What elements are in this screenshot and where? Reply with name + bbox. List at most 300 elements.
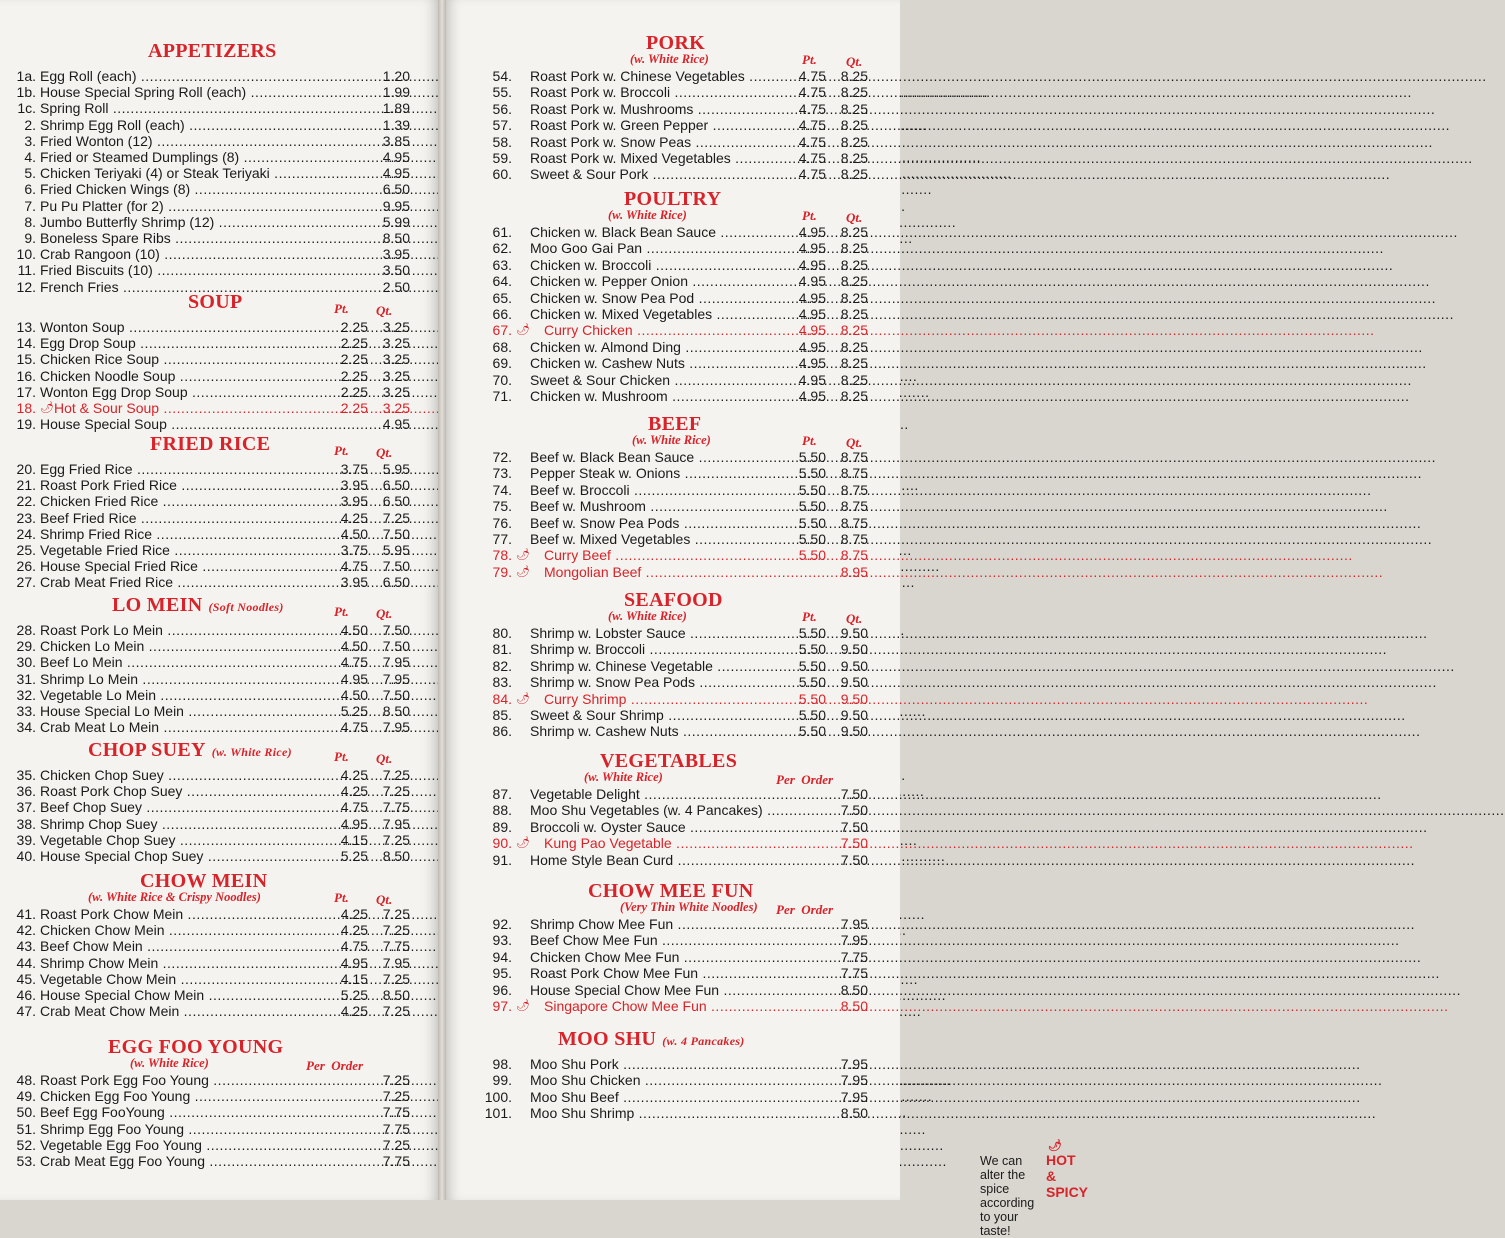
item-number: 40.	[16, 848, 36, 864]
item-price: 1.39	[382, 116, 410, 133]
menu-item	[0, 767, 438, 783]
pint-header: Pt.	[802, 609, 817, 624]
item-price-quart: 7.50	[382, 525, 410, 542]
item-price-quart: 3.25	[382, 351, 410, 368]
item-price-pint: 3.95	[340, 493, 368, 510]
item-name-leader	[40, 955, 330, 971]
menu-item	[0, 214, 438, 230]
item-number: 72.	[492, 449, 512, 465]
item-price-quart: 7.25	[382, 767, 410, 783]
section-title	[188, 291, 243, 314]
item-price-pint: 2.25	[340, 335, 368, 352]
menu-item	[446, 916, 900, 932]
item-name: Beef w. Mushroom	[530, 498, 646, 515]
item-price-quart: 8.75	[840, 465, 868, 482]
item-price: 5.99	[382, 213, 410, 230]
item-name-leader	[40, 526, 330, 542]
item-number: 18.	[16, 400, 36, 416]
item-number: 93.	[492, 932, 512, 949]
item-number: 61.	[492, 224, 512, 240]
item-name-leader	[40, 922, 330, 938]
item-number: 97.	[492, 998, 512, 1014]
item-number: 65.	[492, 289, 512, 306]
item-price-quart: 8.25	[840, 289, 868, 306]
item-price-quart: 8.25	[840, 306, 868, 322]
item-price-quart: 7.25	[382, 906, 410, 922]
item-name: Moo Shu Vegetables (w. 4 Pancakes)	[530, 802, 763, 819]
item-number: 66.	[492, 306, 512, 322]
item-name: Moo Shu Pork	[530, 1056, 619, 1072]
item-name: Shrimp w. Chinese Vegetable	[530, 657, 713, 674]
chili-pepper-icon: 🌶	[516, 549, 530, 562]
item-name-leader	[40, 574, 330, 590]
item-price-pint: 4.25	[340, 783, 368, 800]
item-price: 7.75	[382, 1120, 410, 1137]
item-price: 8.50	[840, 981, 868, 998]
item-price-quart: 8.50	[382, 703, 410, 719]
item-price: 7.50	[840, 818, 868, 835]
menu-item	[0, 477, 438, 493]
item-price-pint: 5.50	[798, 641, 826, 658]
item-price-pint: 5.50	[798, 707, 826, 723]
item-name: Broccoli w. Oyster Sauce	[530, 818, 686, 835]
item-price-quart: 7.25	[382, 1003, 410, 1020]
item-price-quart: 8.25	[840, 150, 868, 166]
item-price-quart: 8.25	[840, 338, 868, 355]
menu-item	[0, 351, 438, 367]
item-price-pint: 4.25	[340, 767, 368, 783]
menu-item	[0, 987, 438, 1003]
item-price: 8.95	[840, 563, 868, 580]
item-number: 101.	[484, 1105, 512, 1122]
item-name-leader	[40, 938, 330, 954]
item-price-quart: 8.25	[840, 371, 868, 388]
per-order-header: Per Order	[776, 772, 834, 787]
item-name: Shrimp Egg Roll (each)	[40, 116, 185, 133]
item-name: Home Style Bean Curd	[530, 851, 674, 868]
item-price: 4.95	[382, 149, 410, 165]
item-number: 41.	[16, 906, 36, 922]
item-number: 44.	[16, 954, 36, 971]
item-price: 8.50	[382, 230, 410, 246]
item-name: Chicken w. Almond Ding	[530, 338, 681, 355]
item-name-leader	[40, 1137, 374, 1153]
item-name: Sweet & Sour Chicken	[530, 371, 671, 388]
item-name: Wonton Soup	[40, 319, 125, 335]
menu-item	[446, 306, 900, 322]
item-price-pint: 5.50	[798, 657, 826, 674]
item-number: 57.	[492, 117, 512, 134]
item-name-leader	[530, 273, 789, 289]
item-price-pint: 4.75	[798, 68, 826, 84]
menu-item	[0, 1088, 438, 1104]
pint-header: Pt.	[334, 301, 349, 316]
item-name: Chicken Teriyaki (4) or Steak Teriyaki	[40, 165, 270, 182]
item-name: Beef Lo Mein	[40, 654, 123, 671]
item-price-quart: 8.25	[840, 68, 868, 84]
item-price-quart: 7.25	[382, 783, 410, 800]
item-name: Chicken Chop Suey	[40, 767, 164, 783]
item-name: Vegetable Lo Mein	[40, 686, 156, 703]
item-name: Roast Pork Chop Suey	[40, 783, 183, 800]
hot-spicy-title: HOT & SPICY	[1046, 1152, 1089, 1200]
per-order-header: Per Order	[776, 902, 834, 917]
item-number: 86.	[492, 723, 512, 740]
item-price-quart: 7.95	[382, 719, 410, 736]
item-price-quart: 3.25	[382, 400, 410, 416]
item-price-quart: 6.50	[382, 477, 410, 494]
menu-item	[0, 574, 438, 590]
item-name: Vegetable Chop Suey	[40, 831, 176, 848]
item-name: Chicken w. Pepper Onion	[530, 273, 688, 290]
item-price-quart: 7.75	[382, 938, 410, 955]
item-price: 3.50	[382, 262, 410, 279]
chili-pepper-icon: 🌶	[516, 565, 530, 578]
item-price-pint: 4.95	[798, 355, 826, 372]
item-name: Fried or Steamed Dumplings (8)	[40, 149, 240, 165]
item-name: Chicken Lo Mein	[40, 638, 145, 655]
item-number: 53.	[16, 1153, 36, 1169]
item-price-quart: 7.50	[382, 622, 410, 638]
item-name-leader	[40, 542, 330, 558]
menu-item	[0, 230, 438, 246]
item-name: House Special Soup	[40, 416, 167, 433]
item-name-leader	[40, 622, 330, 638]
menu-item	[0, 493, 438, 509]
item-name-leader	[530, 723, 789, 739]
item-price-pint: 5.50	[798, 449, 826, 465]
item-price-pint: 5.25	[340, 987, 368, 1003]
item-name-leader	[530, 819, 832, 835]
item-number: 38.	[16, 815, 36, 832]
item-number: 64.	[492, 273, 512, 290]
menu-item	[446, 166, 900, 182]
item-price-quart: 8.25	[840, 133, 868, 150]
item-price: 4.95	[382, 416, 410, 433]
item-number: 1b.	[16, 84, 36, 101]
item-name: Moo Goo Gai Pan	[530, 240, 643, 257]
item-name-leader	[40, 68, 374, 84]
item-price-pint: 5.50	[798, 674, 826, 691]
item-name-leader	[40, 117, 374, 133]
menu-item	[0, 1153, 438, 1169]
item-number: 39.	[16, 831, 36, 848]
item-number: 22.	[16, 493, 36, 510]
item-name: Shrimp w. Broccoli	[530, 641, 646, 658]
item-price-pint: 5.25	[340, 703, 368, 719]
item-name-leader	[40, 987, 330, 1003]
item-number: 21.	[16, 477, 36, 494]
item-price-pint: 4.95	[798, 388, 826, 404]
menu-item	[0, 922, 438, 938]
item-number: 28.	[16, 622, 36, 638]
page-gutter	[438, 0, 446, 1200]
item-number: 83.	[492, 674, 512, 691]
item-name-leader	[530, 306, 789, 322]
menu-item	[0, 671, 438, 687]
item-number: 94.	[492, 948, 512, 965]
item-name: Chicken Egg Foo Young	[40, 1088, 191, 1105]
menu-page-right	[446, 0, 1089, 1238]
item-number: 67.	[492, 322, 512, 339]
menu-item	[446, 482, 900, 498]
hot-spicy-legend	[1046, 1136, 1088, 1200]
section-subtitle: (w. White Rice)	[630, 52, 709, 66]
item-price-pint: 2.25	[340, 351, 368, 368]
item-name-leader	[40, 149, 374, 165]
section-subtitle: (w. White Rice & Crispy Noodles)	[88, 890, 261, 904]
item-price-pint: 4.95	[798, 338, 826, 355]
item-name-leader	[40, 384, 330, 400]
section-title-note: (w. White Rice)	[211, 745, 292, 759]
section-title	[148, 40, 277, 63]
item-price-pint: 4.50	[340, 638, 368, 655]
item-name: Beef Chow Mee Fun	[530, 932, 658, 949]
menu-item	[0, 384, 438, 400]
menu-item	[446, 273, 900, 289]
item-price: 7.95	[840, 932, 868, 949]
item-name-leader	[530, 949, 832, 965]
item-price-quart: 5.95	[382, 461, 410, 477]
item-name: Crab Rangoon (10)	[40, 246, 160, 263]
section-title	[88, 739, 292, 762]
item-price-pint: 4.95	[798, 256, 826, 273]
item-price-quart: 7.25	[382, 970, 410, 987]
item-name-leader	[530, 1105, 832, 1121]
item-price-pint: 2.25	[340, 383, 368, 400]
item-price-pint: 4.95	[340, 670, 368, 687]
item-price-quart: 8.25	[840, 273, 868, 290]
item-name: House Special Chow Mein	[40, 987, 205, 1003]
item-name: Beef Egg FooYoung	[40, 1104, 165, 1121]
item-name: Hot & Sour Soup	[54, 400, 160, 416]
item-number: 50.	[16, 1104, 36, 1121]
item-name-leader	[530, 674, 789, 690]
item-name: Roast Pork w. Snow Peas	[530, 133, 692, 150]
item-price-pint: 4.75	[340, 938, 368, 955]
item-price: 7.75	[382, 1104, 410, 1121]
item-name: Fried Chicken Wings (8)	[40, 181, 191, 198]
item-price-pint: 4.25	[340, 1003, 368, 1020]
menu-item	[0, 654, 438, 670]
item-price-quart: 8.75	[840, 498, 868, 515]
item-number: 85.	[492, 707, 512, 723]
item-price-quart: 6.50	[382, 574, 410, 591]
item-name: Roast Pork w. Mixed Vegetables	[530, 150, 731, 166]
section-title-text: PORK	[646, 32, 705, 54]
item-price-pint: 4.95	[798, 289, 826, 306]
item-number: 4.	[24, 149, 36, 165]
item-number: 19.	[16, 416, 36, 433]
section-subtitle: (w. White Rice)	[130, 1056, 209, 1070]
item-number: 100.	[484, 1088, 512, 1105]
item-name-leader	[40, 133, 374, 149]
item-price: 7.50	[840, 851, 868, 868]
item-number: 10.	[16, 246, 36, 263]
menu-item	[0, 100, 438, 116]
item-price: 7.75	[840, 965, 868, 982]
pint-header: Pt.	[334, 749, 349, 764]
menu-item	[446, 531, 900, 547]
item-name-leader	[40, 510, 330, 526]
item-name: House Special Chow Mee Fun	[530, 981, 720, 998]
section-title-text: SEAFOOD	[624, 589, 723, 611]
item-number: 42.	[16, 922, 36, 939]
item-number: 84.	[492, 690, 512, 707]
item-price-quart: 8.50	[382, 987, 410, 1003]
item-name-leader	[40, 477, 330, 493]
item-number: 62.	[492, 240, 512, 257]
menu-item	[0, 84, 438, 100]
item-name: Roast Pork Lo Mein	[40, 622, 163, 638]
item-price: 7.25	[382, 1088, 410, 1105]
item-name-leader	[530, 658, 789, 674]
item-name-leader	[530, 802, 832, 818]
item-name-leader	[40, 165, 374, 181]
item-price: 7.95	[840, 1088, 868, 1105]
item-name: House Special Lo Mein	[40, 703, 184, 719]
menu-item	[446, 852, 900, 868]
item-price-pint: 4.75	[340, 558, 368, 575]
item-price-quart: 5.95	[382, 542, 410, 558]
item-name: Pu Pu Platter (for 2)	[40, 197, 164, 214]
menu-item	[446, 1089, 900, 1105]
quart-header: Qt.	[846, 54, 863, 69]
item-price-quart: 3.25	[382, 335, 410, 352]
item-number: 17.	[16, 383, 36, 400]
item-price-pint: 4.75	[798, 150, 826, 166]
item-number: 78.	[492, 547, 512, 564]
menu-item	[446, 819, 900, 835]
item-name-leader	[530, 786, 832, 802]
section-title-text: VEGETABLES	[600, 750, 738, 772]
item-name-leader	[530, 101, 789, 117]
section-title-note: (w. 4 Pancakes)	[662, 1034, 745, 1048]
menu-item	[0, 1003, 438, 1019]
item-price-pint: 3.75	[340, 461, 368, 477]
item-number: 24.	[16, 525, 36, 542]
item-name-leader	[40, 558, 330, 574]
item-number: 45.	[16, 970, 36, 987]
item-number: 20.	[16, 461, 36, 477]
item-price-pint: 4.95	[798, 240, 826, 257]
item-price-pint: 5.50	[798, 690, 826, 707]
menu-item	[0, 906, 438, 922]
menu-item	[446, 339, 900, 355]
chili-pepper-icon: 🌶	[1048, 1140, 1062, 1152]
item-name-leader	[530, 1056, 832, 1072]
item-name-leader	[530, 150, 789, 166]
item-name-leader	[40, 493, 330, 509]
item-name: Beef Chop Suey	[40, 799, 142, 816]
item-price: 9.95	[382, 197, 410, 214]
item-price-quart: 7.75	[382, 799, 410, 816]
menu-item	[0, 542, 438, 558]
menu-item	[446, 982, 900, 998]
item-name: Chicken w. Mushroom	[530, 388, 668, 404]
item-number: 16.	[16, 367, 36, 384]
item-name: Beef Chow Mein	[40, 938, 143, 955]
menu-item	[446, 707, 900, 723]
item-name-leader	[530, 641, 789, 657]
item-price-quart: 8.25	[840, 388, 868, 404]
item-price-pint: 4.75	[340, 799, 368, 816]
item-price: 7.95	[840, 1056, 868, 1072]
menu-item	[0, 68, 438, 84]
menu-item	[0, 687, 438, 703]
item-price: 7.75	[840, 948, 868, 965]
item-name-leader	[40, 181, 374, 197]
item-number: 36.	[16, 783, 36, 800]
item-price-quart: 8.25	[840, 100, 868, 117]
item-price-quart: 6.50	[382, 493, 410, 510]
item-number: 9.	[24, 230, 36, 246]
menu-item	[0, 526, 438, 542]
item-name: Beef w. Mixed Vegetables	[530, 531, 691, 547]
menu-item	[446, 84, 900, 100]
item-price: 7.50	[840, 786, 868, 802]
item-price-quart: 8.25	[840, 224, 868, 240]
quart-header: Qt.	[846, 611, 863, 626]
item-name-leader	[530, 498, 789, 514]
section-title-text: POULTRY	[624, 188, 722, 210]
item-price-pint: 4.95	[340, 815, 368, 832]
item-name-leader	[530, 625, 789, 641]
section-subtitle: (w. White Rice)	[584, 770, 663, 784]
item-name-leader	[530, 339, 789, 355]
item-number: 23.	[16, 509, 36, 526]
item-number: 56.	[492, 100, 512, 117]
item-price-pint: 2.25	[340, 400, 368, 416]
item-price-quart: 8.75	[840, 531, 868, 547]
item-name-leader	[40, 1003, 330, 1019]
item-price-pint: 2.25	[340, 367, 368, 384]
item-name: Roast Pork w. Chinese Vegetables	[530, 68, 745, 84]
item-name-leader	[530, 916, 832, 932]
quart-header: Qt.	[376, 606, 393, 621]
menu-item	[0, 719, 438, 735]
item-price-pint: 3.75	[340, 542, 368, 558]
item-number: 71.	[492, 388, 512, 404]
menu-item	[446, 117, 900, 133]
menu-item	[0, 198, 438, 214]
item-price-quart: 9.50	[840, 707, 868, 723]
section-title-text: EGG FOO YOUNG	[108, 1036, 284, 1058]
item-price-quart: 7.95	[382, 954, 410, 971]
item-number: 32.	[16, 686, 36, 703]
menu-item	[0, 703, 438, 719]
item-name-leader	[40, 246, 374, 262]
item-price-pint: 5.50	[798, 465, 826, 482]
section-title-text: CHOW MEIN	[140, 870, 268, 892]
item-number: 3.	[24, 132, 36, 149]
item-name-leader	[40, 1121, 374, 1137]
item-name: Egg Roll (each)	[40, 68, 137, 84]
item-name: Curry Shrimp	[544, 690, 627, 707]
item-price: 8.50	[840, 1105, 868, 1122]
menu-item	[446, 257, 900, 273]
item-number: 63.	[492, 256, 512, 273]
chili-pepper-icon: 🌶	[516, 324, 530, 337]
item-name: Chicken w. Broccoli	[530, 256, 652, 273]
item-price-quart: 3.25	[382, 319, 410, 335]
menu-item	[446, 240, 900, 256]
item-number: 69.	[492, 355, 512, 372]
item-price-quart: 9.50	[840, 690, 868, 707]
item-name: Sweet & Sour Pork	[530, 166, 649, 183]
item-price-pint: 5.50	[798, 514, 826, 531]
menu-item	[0, 783, 438, 799]
